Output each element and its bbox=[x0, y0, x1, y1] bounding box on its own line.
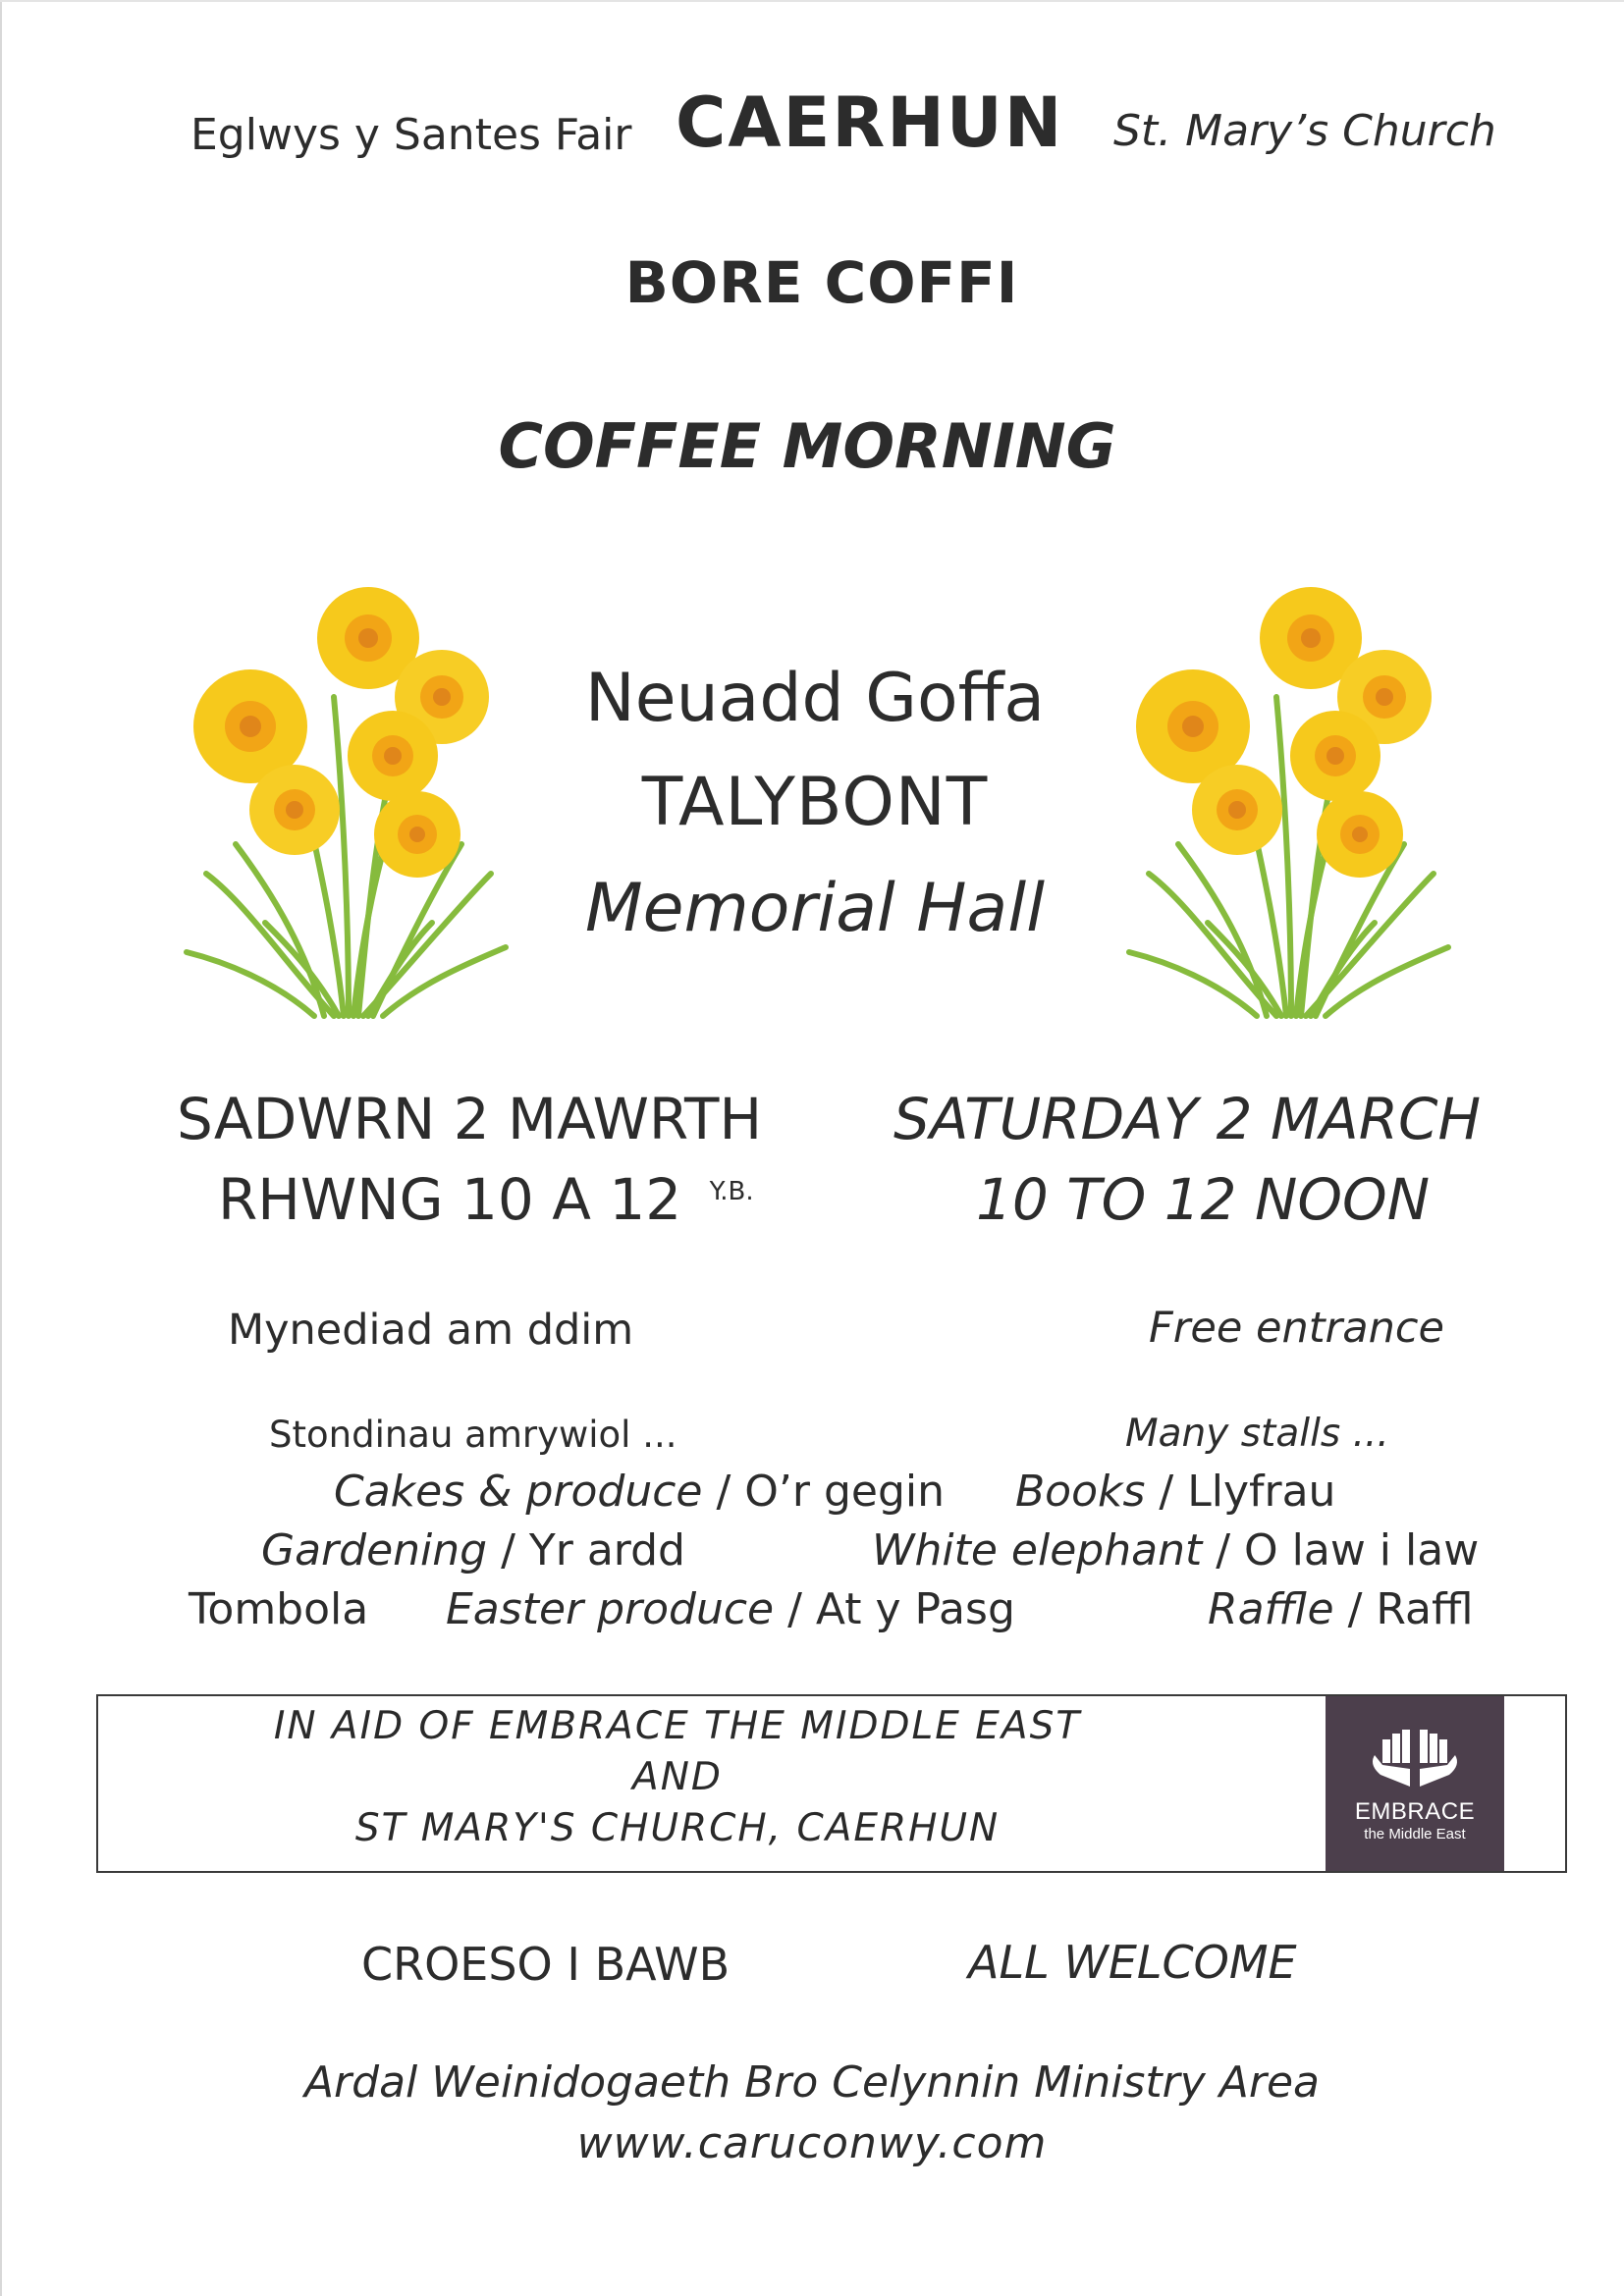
stall-books-cy: / Llyfrau bbox=[1145, 1467, 1336, 1517]
page-edge-left bbox=[0, 0, 2, 2296]
daffodil-image-left bbox=[167, 550, 520, 1021]
logo-subtitle: the Middle East bbox=[1364, 1826, 1466, 1842]
aid-line-3: ST MARY'S CHURCH, CAERHUN bbox=[354, 1806, 1001, 1850]
venue-place: TALYBONT bbox=[641, 764, 989, 841]
hands-icon bbox=[1326, 1710, 1504, 1798]
date-welsh-day: SADWRN 2 MAWRTH bbox=[177, 1086, 763, 1152]
venue-english: Memorial Hall bbox=[585, 870, 1045, 947]
stall-white-cy: / O law i law bbox=[1202, 1525, 1480, 1575]
stall-books bbox=[1015, 1467, 1335, 1517]
stall-tombola: Tombola bbox=[189, 1584, 369, 1634]
aid-line-2: AND bbox=[632, 1755, 723, 1799]
stalls-heading-english: Many stalls ... bbox=[1125, 1412, 1389, 1456]
welsh-church-name: Eglwys y Santes Fair bbox=[190, 110, 632, 160]
stall-white-elephant bbox=[872, 1525, 1479, 1575]
english-title: COFFEE MORNING bbox=[498, 410, 1116, 482]
stall-easter-en: Easter produce bbox=[446, 1584, 775, 1634]
date-welsh-time bbox=[218, 1166, 754, 1233]
stall-raffle bbox=[1208, 1584, 1474, 1634]
welsh-time-suffix: Y.B. bbox=[709, 1176, 754, 1206]
stall-raffle-cy: / Raffl bbox=[1333, 1584, 1474, 1634]
ministry-area: Ardal Weinidogaeth Bro Celynnin Ministry Area bbox=[303, 2057, 1321, 2108]
place-heading: CAERHUN bbox=[676, 82, 1064, 163]
entrance-english: Free entrance bbox=[1149, 1304, 1444, 1353]
stall-cakes bbox=[334, 1467, 945, 1517]
entrance-welsh: Mynediad am ddim bbox=[228, 1306, 634, 1355]
date-english-day: SATURDAY 2 MARCH bbox=[893, 1086, 1482, 1152]
stall-easter-cy: / At y Pasg bbox=[774, 1584, 1015, 1634]
website-link[interactable]: www.caruconwy.com bbox=[576, 2118, 1048, 2168]
english-church-name: St. Mary’s Church bbox=[1113, 106, 1496, 156]
aid-line-1: IN AID OF EMBRACE THE MIDDLE EAST bbox=[273, 1704, 1082, 1748]
stall-gardening-cy: / Yr ardd bbox=[487, 1525, 685, 1575]
welcome-welsh: CROESO I BAWB bbox=[361, 1938, 731, 1991]
venue-welsh: Neuadd Goffa bbox=[584, 660, 1046, 737]
date-english-time: 10 TO 12 NOON bbox=[976, 1166, 1431, 1233]
stall-cakes-cy: / O’r gegin bbox=[702, 1467, 946, 1517]
stall-white-en: White elephant bbox=[872, 1525, 1203, 1575]
page-edge-top bbox=[0, 0, 1624, 2]
stall-gardening-en: Gardening bbox=[261, 1525, 488, 1575]
logo-title: EMBRACE bbox=[1354, 1798, 1476, 1825]
in-aid-box bbox=[96, 1694, 1567, 1873]
welsh-time-text: RHWNG 10 A 12 bbox=[218, 1166, 682, 1233]
stalls-heading-welsh: Stondinau amrywiol ... bbox=[269, 1414, 677, 1456]
stall-raffle-en: Raffle bbox=[1208, 1584, 1334, 1634]
stall-easter bbox=[446, 1584, 1015, 1634]
welsh-title: BORE COFFI bbox=[624, 249, 1019, 316]
stall-books-en: Books bbox=[1015, 1467, 1146, 1517]
stall-cakes-en: Cakes & produce bbox=[334, 1467, 703, 1517]
embrace-logo bbox=[1326, 1696, 1504, 1871]
daffodil-image-right bbox=[1110, 550, 1463, 1021]
stall-gardening bbox=[261, 1525, 685, 1575]
welcome-english: ALL WELCOME bbox=[968, 1936, 1297, 1989]
